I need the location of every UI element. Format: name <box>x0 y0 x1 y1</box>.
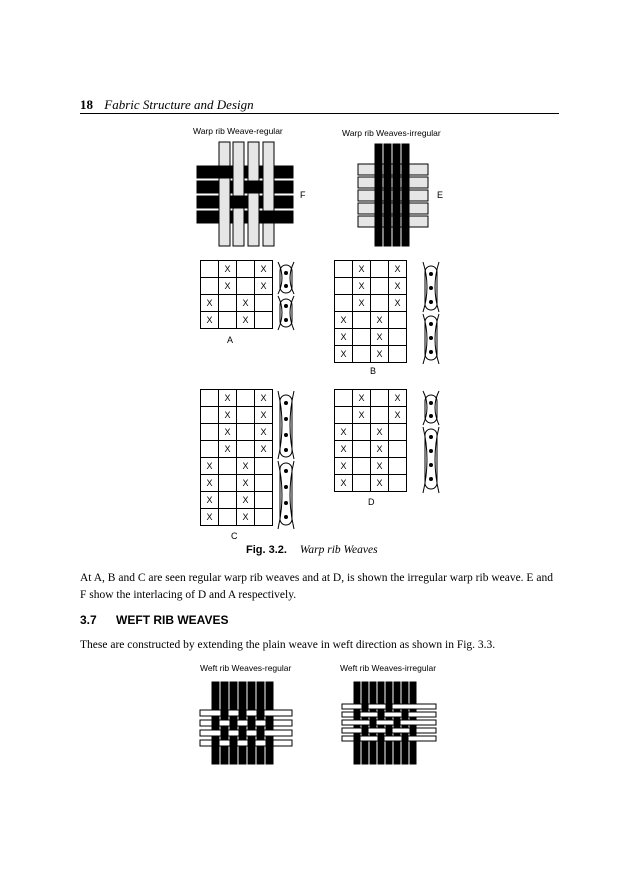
grid-cell: X <box>255 278 273 295</box>
grid-row <box>335 278 407 295</box>
grid-cell <box>237 407 255 424</box>
grid-cell: X <box>219 407 237 424</box>
grid-cell: X <box>237 458 255 475</box>
grid-cell <box>237 441 255 458</box>
grid-cell: X <box>371 312 389 329</box>
grid-cell <box>389 458 407 475</box>
grid-row <box>335 424 407 441</box>
body-paragraph: These are constructed by extending the plain weave in weft direction as shown in Fig. 3.3. <box>80 639 496 651</box>
grid-letter-b: B <box>370 366 377 376</box>
grid-cell: X <box>371 475 389 492</box>
grid-cell <box>219 295 237 312</box>
grid-cell <box>353 424 371 441</box>
grid-cell: X <box>353 278 371 295</box>
grid-cell <box>201 441 219 458</box>
grid-cell: X <box>371 346 389 363</box>
caption-number: Fig. 3.2. <box>246 544 287 556</box>
grid-row <box>335 295 407 312</box>
grid-cell: X <box>353 407 371 424</box>
grid-cell: X <box>201 492 219 509</box>
grid-cell: X <box>237 295 255 312</box>
grid-cell: X <box>201 312 219 329</box>
grid-cell <box>255 492 273 509</box>
grid-row <box>335 458 407 475</box>
weft-path-d <box>421 389 441 495</box>
grid-letter-c: C <box>231 531 238 541</box>
interlacing-diagram-f <box>195 140 305 250</box>
grid-cell <box>255 509 273 526</box>
weave-grid-b <box>334 260 407 363</box>
grid-cell: X <box>371 329 389 346</box>
grid-cell: X <box>353 295 371 312</box>
grid-cell <box>353 441 371 458</box>
grid-cell <box>237 390 255 407</box>
grid-row <box>201 390 273 407</box>
grid-cell: X <box>353 261 371 278</box>
grid-cell <box>353 312 371 329</box>
grid-cell: X <box>201 509 219 526</box>
grid-cell <box>335 278 353 295</box>
grid-row <box>201 312 273 329</box>
grid-cell: X <box>255 390 273 407</box>
grid-row <box>335 407 407 424</box>
weave-grid-c <box>200 389 273 526</box>
grid-cell: X <box>335 441 353 458</box>
grid-cell: X <box>353 390 371 407</box>
header-rule <box>80 113 559 114</box>
weft-path-a <box>276 260 296 332</box>
grid-cell <box>335 295 353 312</box>
grid-cell: X <box>219 278 237 295</box>
grid-cell <box>201 407 219 424</box>
grid-cell: X <box>335 424 353 441</box>
grid-row <box>201 424 273 441</box>
grid-cell: X <box>371 458 389 475</box>
grid-cell: X <box>201 475 219 492</box>
grid-cell: X <box>219 424 237 441</box>
grid-cell: X <box>389 407 407 424</box>
grid-cell: X <box>335 458 353 475</box>
grid-cell <box>371 295 389 312</box>
grid-row <box>335 390 407 407</box>
grid-row <box>335 441 407 458</box>
grid-cell: X <box>255 261 273 278</box>
grid-cell <box>201 278 219 295</box>
grid-cell <box>335 407 353 424</box>
weave-grid-d <box>334 389 407 492</box>
grid-cell: X <box>237 509 255 526</box>
grid-cell <box>389 475 407 492</box>
figure-caption <box>246 544 378 556</box>
grid-row <box>201 441 273 458</box>
section-title: WEFT RIB WEAVES <box>116 613 229 627</box>
grid-cell: X <box>371 441 389 458</box>
grid-cell <box>389 346 407 363</box>
grid-cell <box>219 509 237 526</box>
grid-cell: X <box>255 424 273 441</box>
grid-row <box>335 346 407 363</box>
grid-cell: X <box>335 346 353 363</box>
grid-cell: X <box>389 390 407 407</box>
grid-cell <box>219 312 237 329</box>
grid-row <box>335 475 407 492</box>
grid-cell: X <box>219 390 237 407</box>
grid-cell: X <box>237 475 255 492</box>
grid-cell: X <box>219 441 237 458</box>
weave-grid-a <box>200 260 273 329</box>
grid-cell <box>201 390 219 407</box>
grid-cell: X <box>255 407 273 424</box>
grid-cell <box>389 424 407 441</box>
warp-rib-regular-label: Warp rib Weave-regular <box>193 126 283 136</box>
grid-row <box>335 312 407 329</box>
grid-cell <box>353 346 371 363</box>
grid-cell: X <box>335 312 353 329</box>
grid-cell <box>371 407 389 424</box>
page-number: 18 <box>80 97 93 112</box>
weft-path-c <box>276 389 296 531</box>
weft-rib-regular-diagram <box>198 680 294 766</box>
grid-row <box>201 295 273 312</box>
grid-cell <box>353 475 371 492</box>
grid-row <box>201 509 273 526</box>
grid-cell: X <box>255 441 273 458</box>
grid-cell: X <box>389 261 407 278</box>
caption-text: Warp rib Weaves <box>299 544 378 556</box>
grid-cell: X <box>371 424 389 441</box>
grid-cell <box>201 424 219 441</box>
grid-cell <box>389 312 407 329</box>
grid-cell <box>237 424 255 441</box>
weft-path-b <box>421 260 441 366</box>
grid-cell: X <box>389 295 407 312</box>
grid-cell <box>219 492 237 509</box>
grid-cell <box>237 261 255 278</box>
diagram-letter-e: E <box>437 190 444 200</box>
warp-rib-irregular-label: Warp rib Weaves-irregular <box>342 128 441 138</box>
grid-cell <box>371 278 389 295</box>
grid-row <box>201 475 273 492</box>
grid-cell: X <box>237 492 255 509</box>
grid-cell <box>255 458 273 475</box>
grid-row <box>201 261 273 278</box>
grid-row <box>201 407 273 424</box>
grid-cell <box>335 390 353 407</box>
grid-cell <box>255 295 273 312</box>
grid-cell <box>201 261 219 278</box>
section-heading <box>80 613 228 627</box>
running-header <box>80 97 254 113</box>
grid-cell: X <box>219 261 237 278</box>
grid-row <box>335 329 407 346</box>
grid-row <box>335 261 407 278</box>
body-paragraph: At A, B and C are seen regular warp rib weaves and at D, is shown the irregular warp rib weave. E and F show the interlacing of D and A respectively. <box>80 572 553 601</box>
grid-cell <box>255 312 273 329</box>
grid-cell <box>353 329 371 346</box>
grid-cell <box>219 475 237 492</box>
grid-row <box>201 492 273 509</box>
grid-cell <box>389 329 407 346</box>
grid-cell <box>371 261 389 278</box>
grid-cell <box>219 458 237 475</box>
grid-cell: X <box>335 475 353 492</box>
grid-row <box>201 278 273 295</box>
grid-cell: X <box>237 312 255 329</box>
grid-row <box>201 458 273 475</box>
grid-cell: X <box>335 329 353 346</box>
weft-rib-regular-label: Weft rib Weaves-regular <box>200 663 292 673</box>
grid-cell <box>353 458 371 475</box>
grid-cell <box>389 441 407 458</box>
diagram-letter-f: F <box>300 190 306 200</box>
section-number: 3.7 <box>80 613 97 627</box>
grid-cell <box>335 261 353 278</box>
grid-cell: X <box>201 295 219 312</box>
weft-rib-irregular-diagram <box>340 680 438 766</box>
book-title: Fabric Structure and Design <box>104 97 254 112</box>
weft-rib-irregular-label: Weft rib Weaves-irregular <box>340 663 437 673</box>
grid-cell: X <box>389 278 407 295</box>
grid-cell <box>255 475 273 492</box>
grid-letter-a: A <box>227 335 234 345</box>
grid-cell: X <box>201 458 219 475</box>
grid-cell <box>237 278 255 295</box>
grid-cell <box>371 390 389 407</box>
interlacing-diagram-e <box>355 142 435 250</box>
grid-letter-d: D <box>368 497 375 507</box>
